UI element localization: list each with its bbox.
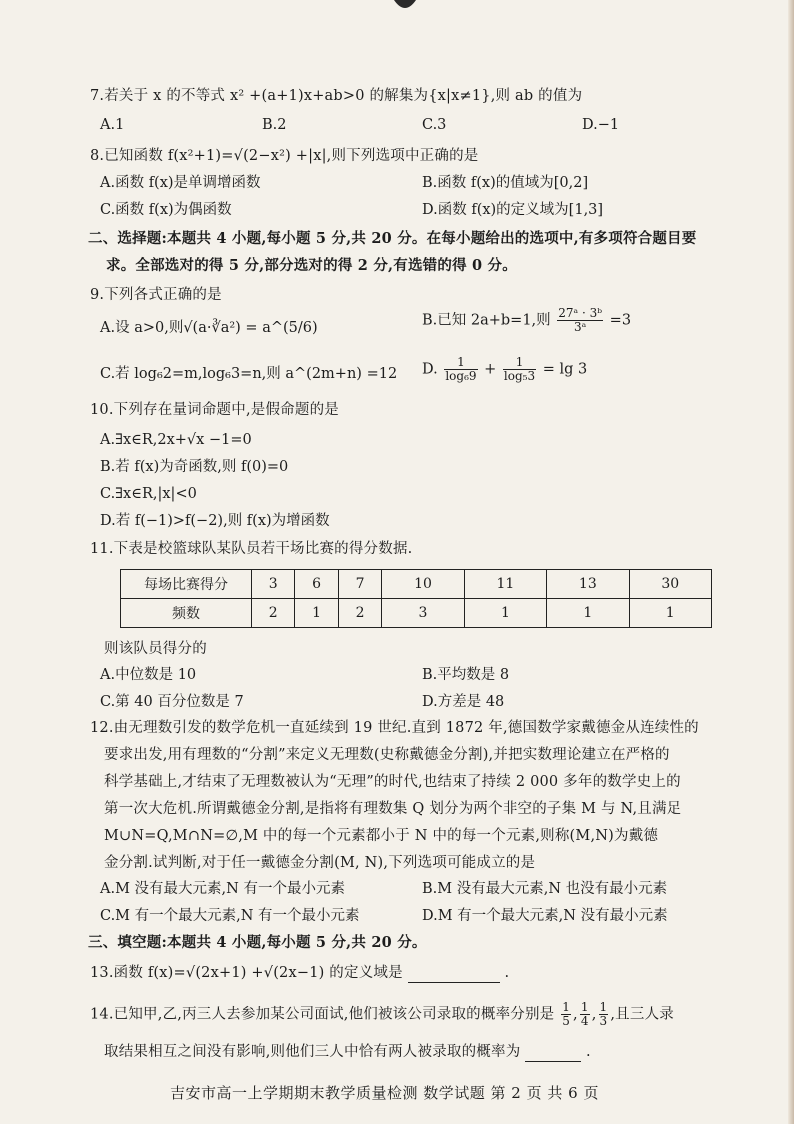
- q9-option-b-numerator: 27ᵃ · 3ᵇ: [558, 306, 603, 320]
- q9-option-d-f1-den: log₆9: [445, 369, 477, 383]
- frequency-row: [121, 599, 712, 628]
- score-cell: 11: [464, 570, 546, 599]
- q8-stem: 8.已知函数 f(x²+1)=√(2−x²) +|x|,则下列选项中正确的是: [90, 148, 479, 164]
- q12-option-d: D.M 有一个最大元素,N 没有最小元素: [422, 908, 668, 924]
- q12-line-4: 第一次大危机.所谓戴德金分割,是指将有理数集 Q 划分为两个非空的子集 M 与 N,且满足: [104, 801, 682, 817]
- q9-option-c: C.若 log₆2=m,log₆3=n,则 a^(2m+n) =12: [100, 366, 398, 382]
- q10-option-c: C.∃x∈R,|x|<0: [100, 486, 197, 502]
- q14-prob-2-den: 4: [580, 1014, 589, 1028]
- score-table: [120, 569, 712, 628]
- frequency-cell: 1: [629, 599, 711, 628]
- q14-line-1: 14.已知甲,乙,丙三人去参加某公司面试,他们被该公司录取的概率分别是 $\frac{1}{5}$ , $\frac{1}{4}$ , $\frac{1}{3}$ ,且三人录: [90, 1000, 674, 1028]
- score-cell: 3: [252, 570, 295, 599]
- q9-option-d-plus: +: [484, 361, 497, 378]
- q9-option-b-prefix: B.已知 2a+b=1,则: [422, 312, 551, 329]
- score-cell: 7: [338, 570, 381, 599]
- q13-stem: 13.函数 f(x)=√(2x+1) +√(2x−1) 的定义域是: [90, 965, 403, 981]
- q9-option-d-f2-den: log₅3: [503, 369, 536, 383]
- q9-option-d-f2-num: 1: [503, 356, 536, 370]
- q9-option-d-f1-num: 1: [444, 356, 477, 370]
- score-row-header: 每场比赛得分: [121, 570, 252, 599]
- q13-line: [90, 963, 509, 983]
- q9-option-b-denominator: 3ᵃ: [574, 320, 587, 334]
- frequency-cell: 1: [464, 599, 546, 628]
- q12-line-2: 要求出发,用有理数的“分割”来定义无理数(史称戴德金分割),并把实数理论建立在严格的: [104, 747, 670, 763]
- q10-stem: 10.下列存在量词命题中,是假命题的是: [90, 402, 339, 418]
- q11-option-d: D.方差是 48: [422, 694, 505, 710]
- q12-option-b: B.M 没有最大元素,N 也没有最小元素: [422, 881, 668, 897]
- q14-prefix: 14.已知甲,乙,丙三人去参加某公司面试,他们被该公司录取的概率分别是: [90, 1006, 555, 1023]
- frequency-row-header: 频数: [121, 599, 252, 628]
- q9-option-d-suffix: = lg 3: [542, 361, 588, 378]
- q9-option-a: A.设 a>0,则√(a·∛a²) = a^(5/6): [100, 320, 318, 336]
- q9-stem: 9.下列各式正确的是: [90, 287, 222, 303]
- q11-option-a: A.中位数是 10: [100, 667, 197, 683]
- q12-line-3: 科学基础上,才结束了无理数被认为“无理”的时代,也结束了持续 2 000 多年的数学史上的: [104, 774, 681, 790]
- page-footer: 吉安市高一上学期期末教学质量检测 数学试题 第 2 页 共 6 页: [170, 1084, 599, 1102]
- q7-option-d: D.−1: [582, 117, 620, 133]
- section2-heading-line2: 求。全部选对的得 5 分,部分选对的得 2 分,有选错的得 0 分。: [106, 257, 517, 274]
- q8-option-a: A.函数 f(x)是单调增函数: [100, 175, 261, 191]
- q10-option-a: A.∃x∈R,2x+√x −1=0: [100, 432, 252, 448]
- q12-line-5: M∪N=Q,M∩N=∅,M 中的每一个元素都小于 N 中的每一个元素,则称(M,N)为戴德: [104, 828, 659, 844]
- q8-option-b: B.函数 f(x)的值域为[0,2]: [422, 175, 589, 191]
- q14-line-2: [104, 1042, 591, 1062]
- q11-stem: 11.下表是校篮球队某队员若干场比赛的得分数据.: [90, 541, 413, 557]
- q9-option-d-fraction1: [444, 356, 477, 383]
- q14-prob-3: [599, 1001, 609, 1028]
- q10-option-d: D.若 f(−1)>f(−2),则 f(x)为增函数: [100, 513, 330, 529]
- q14-answer-blank[interactable]: [525, 1045, 581, 1062]
- q14-prob-2-num: 1: [580, 1000, 589, 1014]
- q14-line2-text: 取结果相互之间没有影响,则他们三人中恰有两人被录取的概率为: [104, 1044, 521, 1060]
- q14-prob-3-num: 1: [599, 1000, 608, 1014]
- q7-stem: 7.若关于 x 的不等式 x² +(a+1)x+ab>0 的解集为{x|x≠1},则 ab 的值为: [90, 88, 583, 104]
- q9-option-b-suffix: =3: [609, 312, 632, 329]
- score-row: [121, 570, 712, 599]
- binding-hole-mark: [392, 0, 418, 14]
- q11-option-b: B.平均数是 8: [422, 667, 510, 683]
- q8-option-d: D.函数 f(x)的定义域为[1,3]: [422, 202, 604, 218]
- q13-answer-blank[interactable]: [408, 966, 500, 983]
- q11-lead: 则该队员得分的: [104, 641, 207, 657]
- q7-option-b: B.2: [262, 117, 287, 133]
- q10-option-b: B.若 f(x)为奇函数,则 f(0)=0: [100, 459, 289, 475]
- q9-option-d: [422, 356, 587, 383]
- q9-option-d-fraction2: [503, 356, 536, 383]
- q9-option-d-prefix: D.: [422, 361, 438, 378]
- score-cell: 30: [629, 570, 711, 599]
- frequency-cell: 2: [338, 599, 381, 628]
- q12-option-c: C.M 有一个最大元素,N 有一个最小元素: [100, 908, 360, 924]
- q7-option-c: C.3: [422, 117, 447, 133]
- q14-end: .: [586, 1044, 591, 1060]
- q11-option-c: C.第 40 百分位数是 7: [100, 694, 244, 710]
- q12-line-6: 金分割.试判断,对于任一戴德金分割(M, N),下列选项可能成立的是: [104, 855, 536, 871]
- q14-suffix: ,且三人录: [610, 1006, 674, 1023]
- q14-prob-1: [561, 1001, 571, 1028]
- score-cell: 6: [295, 570, 338, 599]
- frequency-cell: 2: [252, 599, 295, 628]
- q12-line-1: 12.由无理数引发的数学危机一直延续到 19 世纪.直到 1872 年,德国数学家戴德金从连续性的: [90, 720, 699, 736]
- q9-option-b: [422, 307, 631, 334]
- q14-prob-1-den: 5: [562, 1014, 571, 1028]
- q12-option-a: A.M 没有最大元素,N 有一个最小元素: [100, 881, 345, 897]
- q14-prob-3-den: 3: [599, 1014, 608, 1028]
- section2-heading-line1: 二、选择题:本题共 4 小题,每小题 5 分,共 20 分。在每小题给出的选项中,有多项符合题目要: [88, 230, 697, 247]
- section3-heading: 三、填空题:本题共 4 小题,每小题 5 分,共 20 分。: [88, 934, 427, 951]
- q8-option-c: C.函数 f(x)为偶函数: [100, 202, 232, 218]
- scan-edge: [788, 0, 794, 1124]
- score-cell: 13: [547, 570, 629, 599]
- frequency-cell: 1: [295, 599, 338, 628]
- frequency-cell: 3: [382, 599, 464, 628]
- frequency-cell: 1: [547, 599, 629, 628]
- q14-prob-1-num: 1: [562, 1000, 571, 1014]
- q7-option-a: A.1: [100, 117, 125, 133]
- q14-prob-2: [580, 1001, 590, 1028]
- q13-end: .: [504, 965, 510, 981]
- q9-option-b-fraction: [557, 307, 603, 334]
- score-cell: 10: [382, 570, 464, 599]
